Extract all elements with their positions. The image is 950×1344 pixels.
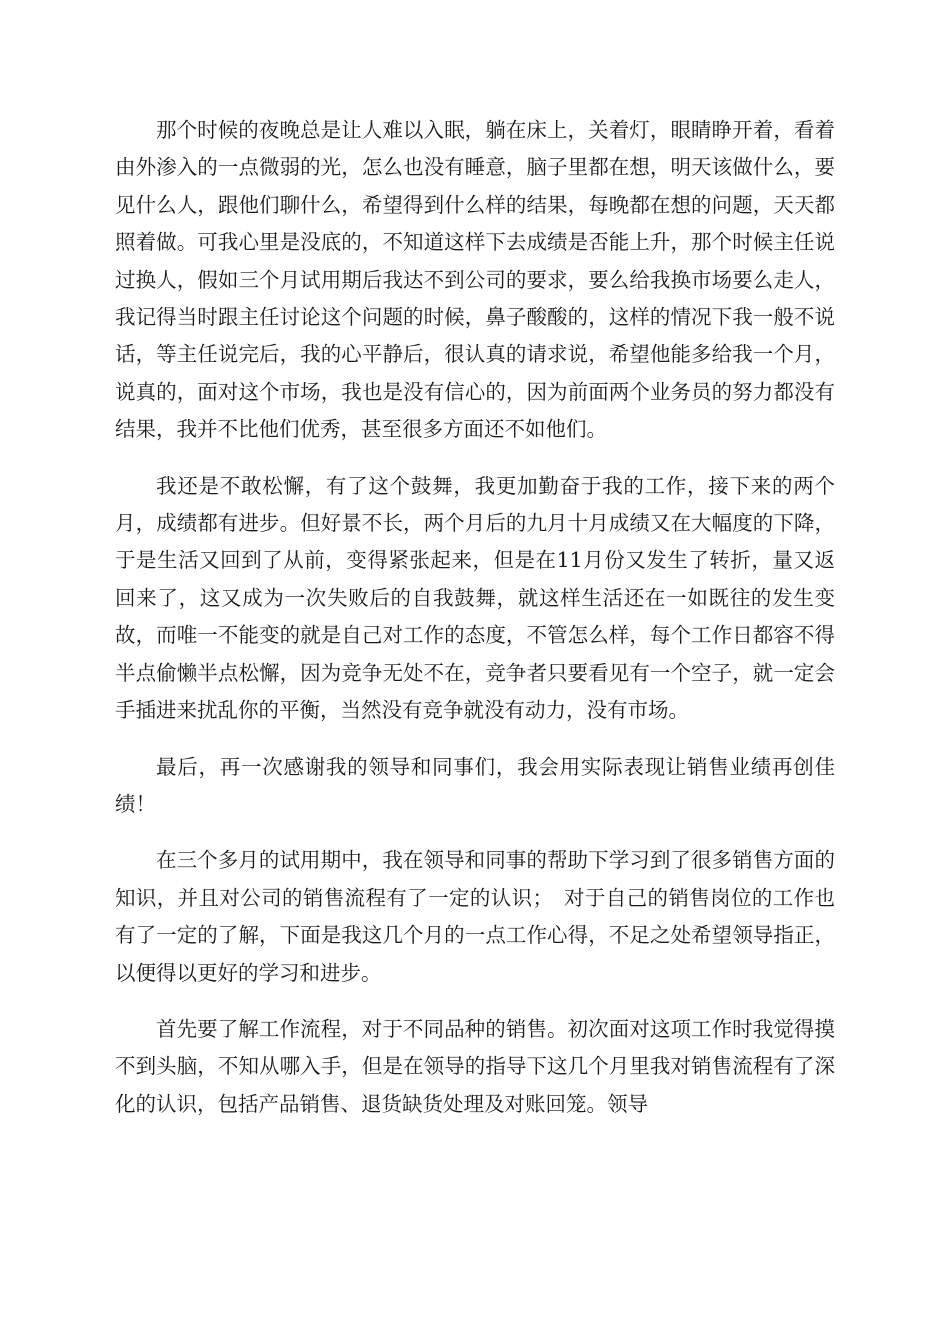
paragraph-1: 那个时候的夜晚总是让人难以入眠，躺在床上，关着灯，眼睛睁开着，看着由外渗入的一点微弱的光，怎么也没有睡意，脑子里都在想，明天该做什么，要见什么人，跟他们聊什么，希望得到什么样的结果，每晚都在想的问题，天天都照着做。可我心里是没底的，不知道这样下去成绩是否能上升，那个时候主任说过换人，假如三个月试用期后我达不到公司的要求，要么给我换市场要么走人，我记得当时跟主任讨论这个问题的时候，鼻子酸酸的，这样的情况下我一般不说话，等主任说完后，我的心平静后，很认真的请求说，希望他能多给我一个月，说真的，面对这个市场，我也是没有信心的，因为前面两个业务员的努力都没有结果，我并不比他们优秀，甚至很多方面还不如他们。 — [115, 118, 835, 442]
paragraph-2: 我还是不敢松懈，有了这个鼓舞，我更加勤奋于我的工作，接下来的两个月，成绩都有进步。但好景不长，两个月后的九月十月成绩又在大幅度的下降，于是生活又回到了从前，变得紧张起来，但是在11月份又发生了转折，量又返回来了，这又成为一次失败后的自我鼓舞，就这样生活还在一如既往的发生变故，而唯一不能变的就是自己对工作的态度，不管怎么样，每个工作日都容不得半点偷懒半点松懈，因为竞争无处不在，竞争者只要看见有一个空子，就一定会手插进来扰乱你的平衡，当然没有竞争就没有动力，没有市场。 — [115, 473, 835, 723]
paragraph-5: 首先要了解工作流程，对于不同品种的销售。初次面对这项工作时我觉得摸不到头脑，不知从哪入手，但是在领导的指导下这几个月里我对销售流程有了深化的认识，包括产品销售、退货缺货处理及对账回笼。领导 — [115, 1016, 835, 1116]
document-page — [115, 112, 835, 1142]
paragraph-4: 在三个多月的试用期中，我在领导和同事的帮助下学习到了很多销售方面的知识，并且对公司的销售流程有了一定的认识； 对于自己的销售岗位的工作也有了一定的了解，下面是我这几个月的一点工作心得，不足之处希望领导指正，以便得以更好的学习和进步。 — [115, 848, 835, 985]
paragraph-3: 最后，再一次感谢我的领导和同事们，我会用实际表现让销售业绩再创佳绩！ — [115, 754, 835, 816]
